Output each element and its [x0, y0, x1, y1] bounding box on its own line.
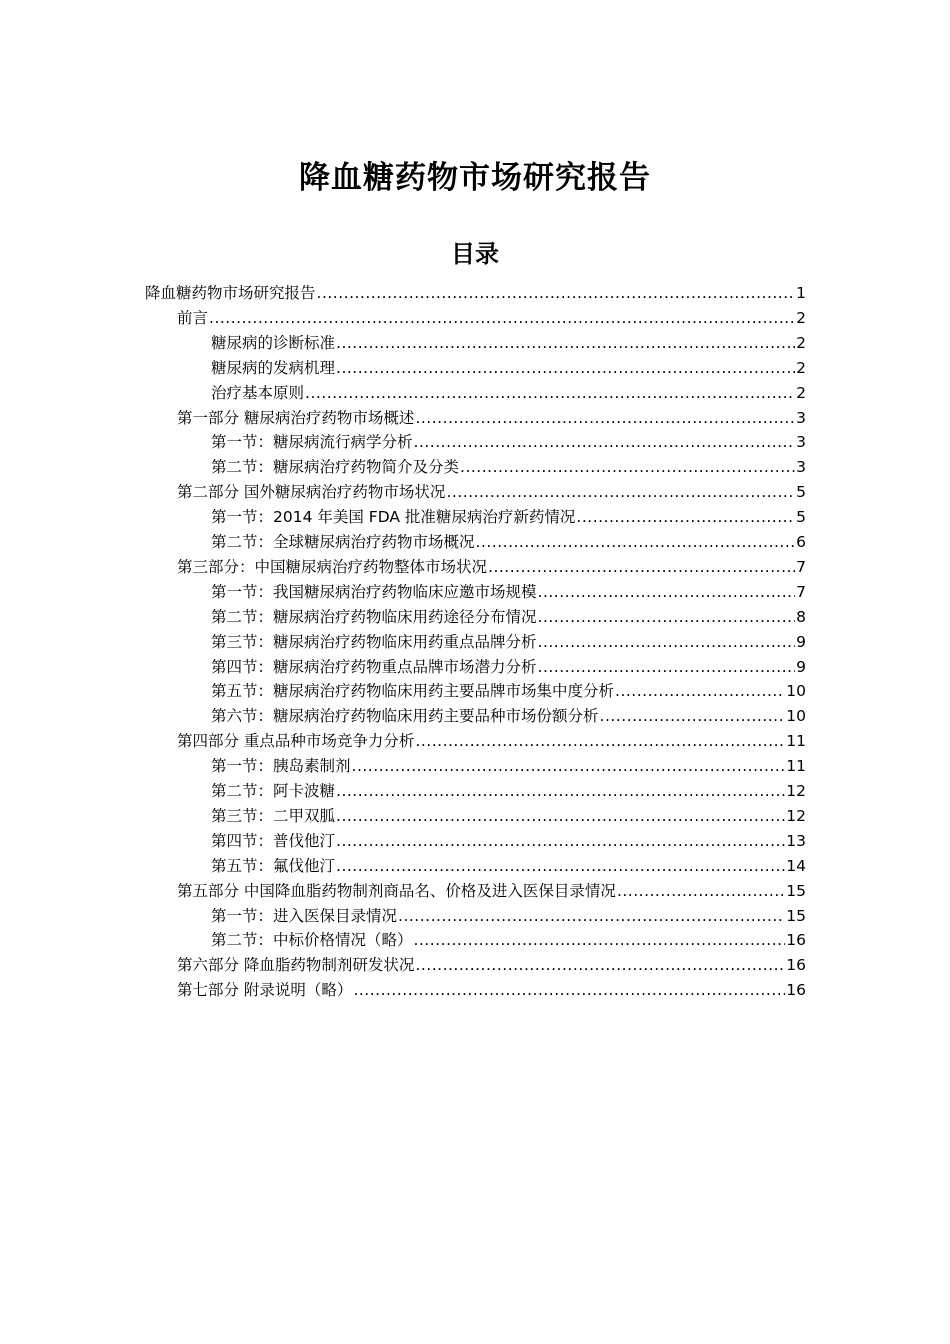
toc-page-number: 5	[796, 483, 806, 502]
toc-page-number: 16	[786, 956, 806, 975]
toc-entry-title: 第五节：氟伐他汀	[211, 856, 336, 875]
toc-entry[interactable]	[145, 282, 806, 304]
toc-entry[interactable]	[211, 506, 806, 528]
toc-entry-title: 第四部分 重点品种市场竞争力分析	[177, 732, 415, 751]
toc-entry[interactable]	[211, 855, 806, 877]
toc-entry-title: 第二节：糖尿病治疗药物简介及分类	[211, 458, 460, 477]
toc-entry[interactable]	[211, 456, 806, 478]
toc-entry[interactable]	[211, 680, 806, 702]
toc-entry-title: 第六部分 降血脂药物制剂研发状况	[177, 956, 415, 975]
toc-dot-leader	[460, 456, 795, 478]
toc-entry-title: 降血糖药物市场研究报告	[145, 284, 316, 302]
toc-dot-leader	[352, 755, 786, 777]
toc-dot-leader	[336, 805, 785, 827]
toc-page-number: 7	[796, 582, 806, 601]
toc-dot-leader	[538, 581, 796, 603]
toc-page-number: 14	[786, 856, 806, 875]
toc-entry[interactable]	[211, 929, 806, 951]
toc-entry[interactable]	[211, 656, 806, 678]
toc-page-number: 11	[786, 732, 806, 751]
toc-entry-title: 第四节：糖尿病治疗药物重点品牌市场潜力分析	[211, 657, 537, 676]
toc-dot-leader	[336, 332, 795, 354]
toc-entry[interactable]	[177, 307, 806, 329]
toc-entry-title: 第五节：糖尿病治疗药物临床用药主要品牌市场集中度分析	[211, 682, 615, 701]
toc-entry-title: 第一节：我国糖尿病治疗药物临床应邀市场规模	[211, 582, 537, 601]
toc-entry-title: 第二节：全球糖尿病治疗药物市场概况	[211, 533, 475, 551]
toc-entry[interactable]	[177, 481, 806, 503]
toc-entry-title: 第六节：糖尿病治疗药物临床用药主要品种市场份额分析	[211, 707, 599, 726]
toc-dot-leader	[336, 830, 785, 852]
toc-entry-title: 前言	[177, 308, 209, 327]
toc-page-number: 12	[786, 782, 806, 800]
toc-entry-title: 第一节：胰岛素制剂	[211, 757, 351, 776]
toc-entry-title: 第七部分 附录说明（略）	[177, 981, 353, 1000]
toc-entry[interactable]	[211, 357, 806, 379]
toc-page-number: 9	[796, 657, 806, 676]
toc-entry-title: 第五部分 中国降血脂药物制剂商品名、价格及进入医保目录情况	[177, 881, 616, 900]
toc-dot-leader	[615, 680, 785, 702]
toc-page-number: 13	[786, 831, 806, 850]
toc-page-number: 16	[786, 931, 806, 950]
toc-entry[interactable]	[211, 581, 806, 603]
toc-page-number: 11	[786, 757, 806, 776]
toc-entry[interactable]	[177, 407, 806, 429]
toc-dot-leader	[398, 905, 785, 927]
toc-entry-title: 糖尿病的发病机理	[211, 358, 336, 377]
toc-page-number: 7	[796, 557, 806, 576]
toc-dot-leader	[538, 631, 796, 653]
toc-entry[interactable]	[211, 905, 806, 927]
toc-page-number: 3	[796, 458, 806, 477]
toc-entry-title: 第四节：普伐他汀	[211, 831, 336, 850]
toc-dot-leader	[414, 431, 796, 453]
toc-entry[interactable]	[177, 730, 806, 752]
toc-entry-title: 糖尿病的诊断标准	[211, 333, 336, 352]
toc-page-number: 15	[786, 881, 806, 900]
toc-dot-leader	[415, 954, 785, 976]
toc-dot-leader	[336, 855, 785, 877]
toc-dot-leader	[414, 929, 786, 951]
toc-dot-leader	[317, 282, 796, 304]
toc-entry[interactable]	[177, 556, 806, 578]
toc-dot-leader	[336, 780, 785, 802]
toc-entry-title: 第一节：糖尿病流行病学分析	[211, 433, 413, 452]
toc-dot-leader	[538, 606, 796, 628]
toc-dot-leader	[576, 506, 795, 528]
toc-entry[interactable]	[177, 880, 806, 902]
toc-page-number: 10	[786, 682, 806, 701]
toc-entry[interactable]	[211, 805, 806, 827]
toc-page-number: 2	[796, 308, 806, 327]
toc-entry-title: 第三节：糖尿病治疗药物临床用药重点品牌分析	[211, 632, 537, 651]
toc-dot-leader	[446, 481, 795, 503]
toc-entry[interactable]	[177, 954, 806, 976]
toc-page-number: 3	[796, 433, 806, 452]
toc-page-number: 8	[796, 607, 806, 626]
toc-page-number: 16	[786, 981, 806, 1000]
toc-entry[interactable]	[211, 606, 806, 628]
toc-dot-leader	[415, 407, 795, 429]
toc-entry-title: 第一部分 糖尿病治疗药物市场概述	[177, 408, 415, 427]
toc-heading: 目录	[451, 240, 499, 268]
toc-page-number: 2	[796, 333, 806, 352]
toc-dot-leader	[336, 357, 795, 379]
toc-dot-leader	[617, 880, 785, 902]
toc-dot-leader	[600, 705, 786, 727]
toc-entry[interactable]	[211, 431, 806, 453]
toc-entry-title: 治疗基本原则	[211, 383, 305, 402]
toc-entry-title: 第一节：2014 年美国 FDA 批准糖尿病治疗新药情况	[211, 508, 576, 527]
toc-page-number: 12	[786, 806, 806, 825]
toc-entry[interactable]	[177, 979, 806, 1001]
toc-page-number: 2	[796, 383, 806, 402]
toc-entry-title: 第三部分：中国糖尿病治疗药物整体市场状况	[177, 557, 488, 576]
toc-entry[interactable]	[211, 755, 806, 777]
toc-page-number: 6	[796, 533, 806, 551]
toc-dot-leader	[415, 730, 785, 752]
toc-entry[interactable]	[211, 382, 806, 404]
toc-page-number: 1	[796, 284, 806, 302]
toc-dot-leader	[209, 307, 795, 329]
toc-page-number: 3	[796, 408, 806, 427]
toc-entry[interactable]	[211, 332, 806, 354]
toc-page-number: 5	[796, 508, 806, 527]
toc-entry[interactable]	[211, 531, 806, 553]
toc-entry-title: 第二节：糖尿病治疗药物临床用药途径分布情况	[211, 607, 537, 626]
toc-dot-leader	[305, 382, 795, 404]
toc-page-number: 10	[786, 707, 806, 726]
toc-entry-title: 第二节：中标价格情况（略）	[211, 931, 413, 950]
toc-dot-leader	[476, 531, 796, 553]
toc-dot-leader	[538, 656, 796, 678]
toc-entry[interactable]	[211, 631, 806, 653]
toc-entry-title: 第一节：进入医保目录情况	[211, 906, 398, 925]
toc-entry[interactable]	[211, 780, 806, 802]
toc-page-number: 2	[796, 358, 806, 377]
toc-entry-title: 第三节：二甲双胍	[211, 806, 336, 825]
toc-dot-leader	[353, 979, 785, 1001]
toc-entry[interactable]	[211, 830, 806, 852]
toc-page-number: 15	[786, 906, 806, 925]
page-title: 降血糖药物市场研究报告	[299, 160, 651, 196]
toc-entry-title: 第二部分 国外糖尿病治疗药物市场状况	[177, 483, 446, 502]
toc-page-number: 9	[796, 632, 806, 651]
toc-entry[interactable]	[211, 705, 806, 727]
toc-dot-leader	[488, 556, 795, 578]
toc-entry-title: 第二节：阿卡波糖	[211, 782, 336, 800]
